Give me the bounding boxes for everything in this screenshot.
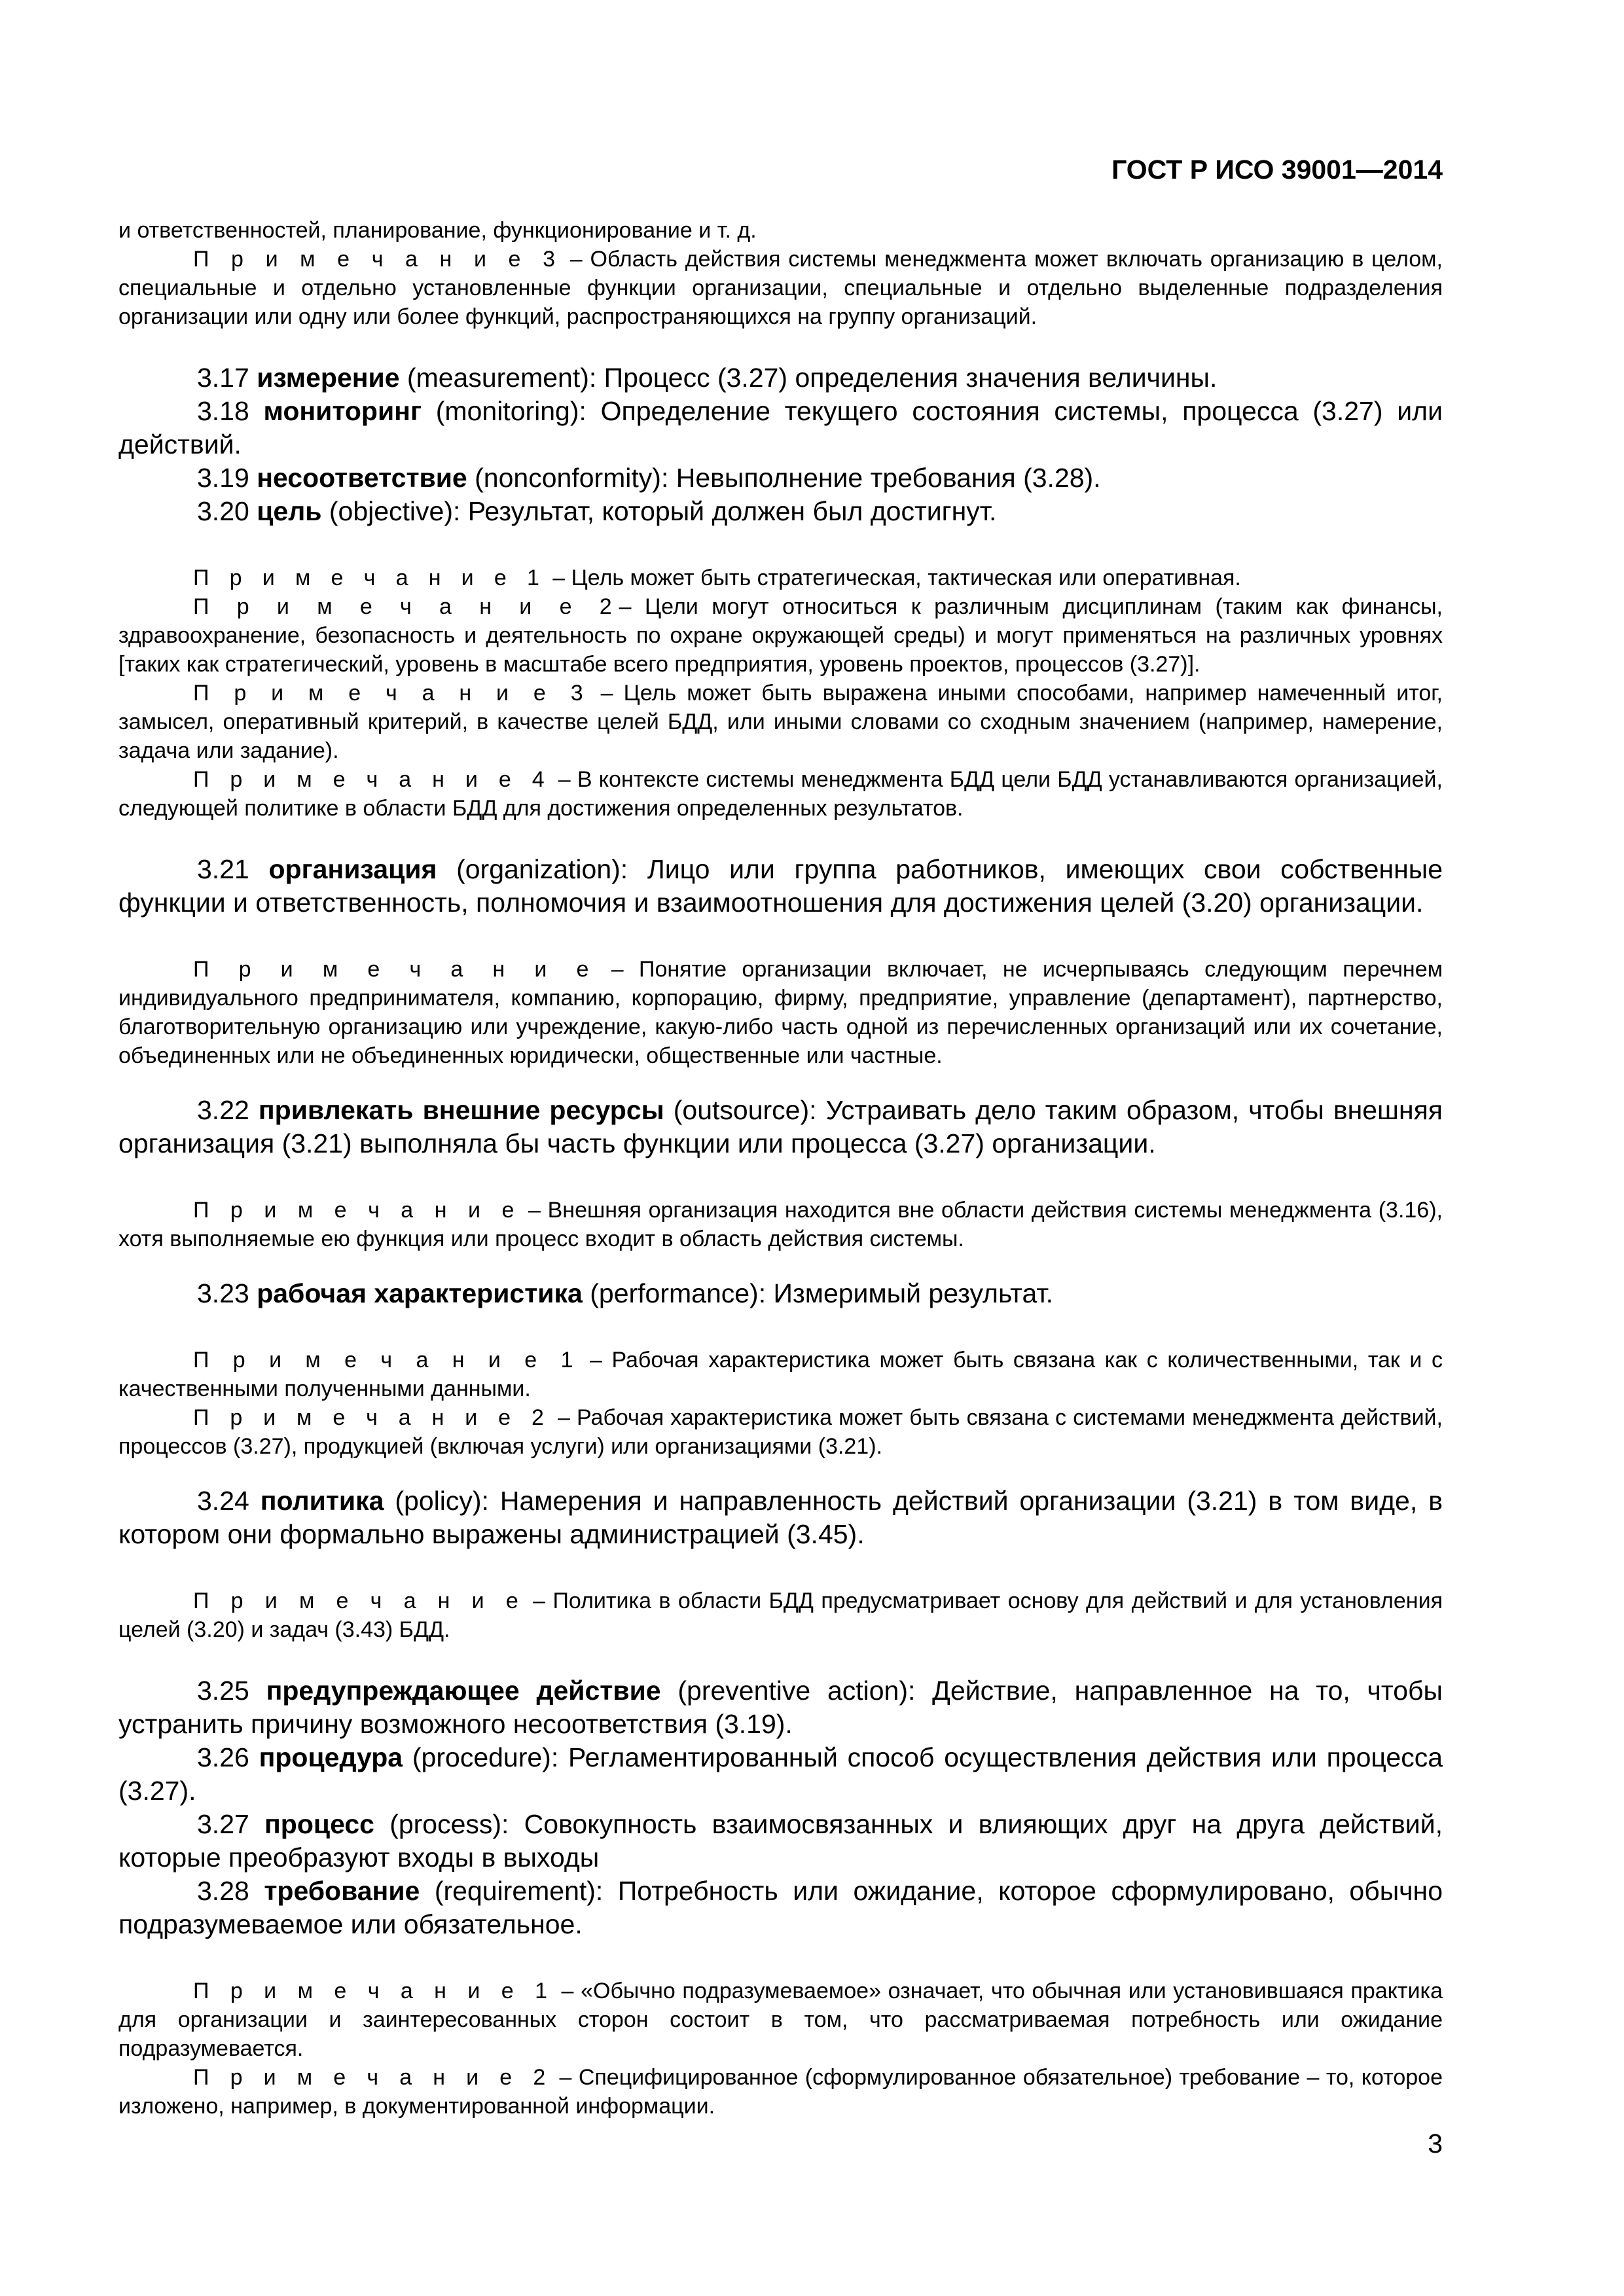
term: предупреждающее действие (266, 1676, 661, 1706)
definition-3-23 (118, 1277, 1443, 1310)
term: организация (268, 854, 437, 884)
note-label: П р и м е ч а н и е 3 (193, 247, 562, 272)
note-label: П р и м е ч а н и е 4 (193, 767, 552, 792)
term: мониторинг (263, 396, 422, 426)
term: требование (264, 1876, 420, 1906)
note-paragraph (118, 1977, 1443, 2063)
definition-3-24 (118, 1484, 1443, 1551)
page-content (118, 216, 1443, 2121)
term: политика (260, 1486, 384, 1516)
definition-text: (outsource): Устраивать дело таким образом, чтобы внешняя организация (3.21) выполняла бы часть функции или процесса (3.27) организации. (118, 1095, 1443, 1158)
continuation-text: и ответственностей, планирование, функционирование и т. д. (118, 218, 757, 243)
note-text: – В контексте системы менеджмента БДД цели БДД устанавливаются организацией, следующей политике в области БДД для достижения определенных результатов. (118, 767, 1443, 821)
note-paragraph (118, 1587, 1443, 1644)
definition-text: (organization): Лицо или группа работников, имеющих свои собственные функции и ответственность, полномочия и взаимоотношения для достижения целей (3.20) организации. (118, 854, 1443, 918)
definition-3-18 (118, 395, 1443, 461)
definition-3-22 (118, 1094, 1443, 1160)
term-number: 3.24 (197, 1486, 261, 1516)
note-paragraph (118, 564, 1443, 592)
note-paragraph (118, 1196, 1443, 1253)
note-label: П р и м е ч а н и е 1 (193, 1979, 554, 2003)
definition-text: (requirement): Потребность или ожидание, которое сформулировано, обычно подразумеваемое или обязательное. (118, 1876, 1443, 1939)
note-paragraph (118, 765, 1443, 823)
note-paragraph (118, 1403, 1443, 1461)
note-text: – Рабочая характеристика может быть связана с системами менеджмента действий, процессов (3.27), продукцией (включая услуги) или организациями (3.21). (118, 1405, 1443, 1459)
note-text: – Цели могут относиться к различным дисциплинам (таким как финансы, здравоохранение, безопасность и деятельность по охране окружающей среды) и могут применяться на различных уровнях [таких как стратегический, уровень в масштабе всего предприятия, уровень проектов, процессов (3.27)]. (118, 594, 1443, 677)
note-label: П р и м е ч а н и е (193, 1588, 526, 1613)
term-number: 3.23 (197, 1278, 257, 1308)
definition-text: (nonconformity): Невыполнение требования (3.28). (467, 463, 1101, 493)
note-paragraph (118, 2063, 1443, 2121)
note-text: – Цель может быть стратегическая, тактическая или оперативная. (546, 565, 1241, 590)
definition-3-17 (118, 361, 1443, 395)
note-text: – «Обычно подразумеваемое» означает, что обычная или установившаяся практика для организации и заинтересованных сторон состоит в том, что рассматриваемая потребность или ожидание подразумевается. (118, 1979, 1443, 2061)
note-text: – Цель может быть выражена иными способами, например намеченный итог, замысел, оперативный критерий, в качестве целей БДД, или иными словами со сходным значением (например, намерение, задача или задание). (118, 681, 1443, 763)
note-text: – Специфицированное (сформулированное обязательное) требование – то, которое изложено, например, в документированной информации. (118, 2065, 1443, 2119)
definition-3-27 (118, 1808, 1443, 1874)
definition-text: (preventive action): Действие, направленное на то, чтобы устранить причину возможного несоответствия (3.19). (118, 1676, 1443, 1739)
note-label: П р и м е ч а н и е 2 (193, 2065, 553, 2090)
term-number: 3.21 (197, 854, 269, 884)
document-header: ГОСТ Р ИСО 39001—2014 (1111, 154, 1443, 185)
definition-text: (objective): Результат, который должен был достигнут. (321, 496, 997, 526)
term-number: 3.18 (197, 396, 264, 426)
term: цель (257, 496, 322, 526)
definition-3-28 (118, 1874, 1443, 1941)
term: привлекать внешние ресурсы (258, 1095, 664, 1125)
term-number: 3.20 (197, 496, 257, 526)
term: измерение (257, 363, 400, 393)
definition-text: (procedure): Регламентированный способ осуществления действия или процесса (3.27). (118, 1742, 1443, 1806)
definition-text: (policy): Намерения и направленность действий организации (3.21) в том виде, в котором они формально выражены администрацией (3.45). (118, 1486, 1443, 1549)
note-label: П р и м е ч а н и е 1 (193, 565, 547, 590)
term: рабочая характеристика (257, 1278, 583, 1308)
note-paragraph (118, 592, 1443, 679)
note-label: П р и м е ч а н и е 3 (193, 681, 590, 706)
note-text: – Политика в области БДД предусматривает основу для действий и для установления целей (3.20) и задач (3.43) БДД. (118, 1588, 1443, 1642)
note-paragraph (118, 1346, 1443, 1403)
definition-3-21 (118, 853, 1443, 920)
term-number: 3.25 (197, 1676, 266, 1706)
note-label: П р и м е ч а н и е 2 (193, 1405, 551, 1430)
term-number: 3.28 (197, 1876, 264, 1906)
note-text: – Область действия системы менеджмента может включать организацию в целом, специальные и отдельно установленные функции организации, специальные и отдельно выделенные подразделения организации или одну или более функций, распространяющихся на группу организаций. (118, 247, 1443, 329)
term-number: 3.17 (197, 363, 257, 393)
definition-3-25 (118, 1674, 1443, 1741)
note-text: – Понятие организации включает, не исчерпываясь следующим перечнем индивидуального предпринимателя, компанию, корпорацию, фирму, предприятие, управление (департамент), партнерство, благотворительную организацию или учреждение, какую-либо часть одной из перечисленных организаций или их сочетание, объединенных или не объединенных юридически, общественные или частные. (118, 957, 1443, 1068)
term-number: 3.22 (197, 1095, 259, 1125)
note-text: – Рабочая характеристика может быть связана как с количественными, так и с качественными полученными данными. (118, 1348, 1443, 1401)
term: процедура (259, 1742, 403, 1772)
note-paragraph (118, 955, 1443, 1070)
note-label: П р и м е ч а н и е (193, 957, 596, 982)
note-text: – Внешняя организация находится вне области действия системы менеджмента (3.16), хотя выполняемые ею функция или процесс входит в область действия системы. (118, 1198, 1443, 1251)
note-paragraph (118, 245, 1443, 331)
term: несоответствие (257, 463, 467, 493)
definition-text: (process): Совокупность взаимосвязанных и влияющих друг на друга действий, которые преобразуют входы в выходы (118, 1809, 1443, 1873)
note-paragraph (118, 679, 1443, 765)
definition-text: (monitoring): Определение текущего состояния системы, процесса (3.27) или действий. (118, 396, 1443, 459)
definition-3-26 (118, 1741, 1443, 1808)
term: процесс (264, 1809, 374, 1839)
page-number: 3 (1428, 2128, 1443, 2159)
definition-text: (performance): Измеримый результат. (582, 1278, 1053, 1308)
note-label: П р и м е ч а н и е (193, 1198, 522, 1223)
term-number: 3.19 (197, 463, 257, 493)
definition-3-20 (118, 495, 1443, 528)
definition-3-19 (118, 461, 1443, 495)
term-number: 3.26 (197, 1742, 259, 1772)
definition-text: (measurement): Процесс (3.27) определения значения величины. (399, 363, 1218, 393)
term-number: 3.27 (197, 1809, 265, 1839)
note-label: П р и м е ч а н и е 2 (193, 594, 619, 619)
note-label: П р и м е ч а н и е 1 (193, 1348, 581, 1372)
